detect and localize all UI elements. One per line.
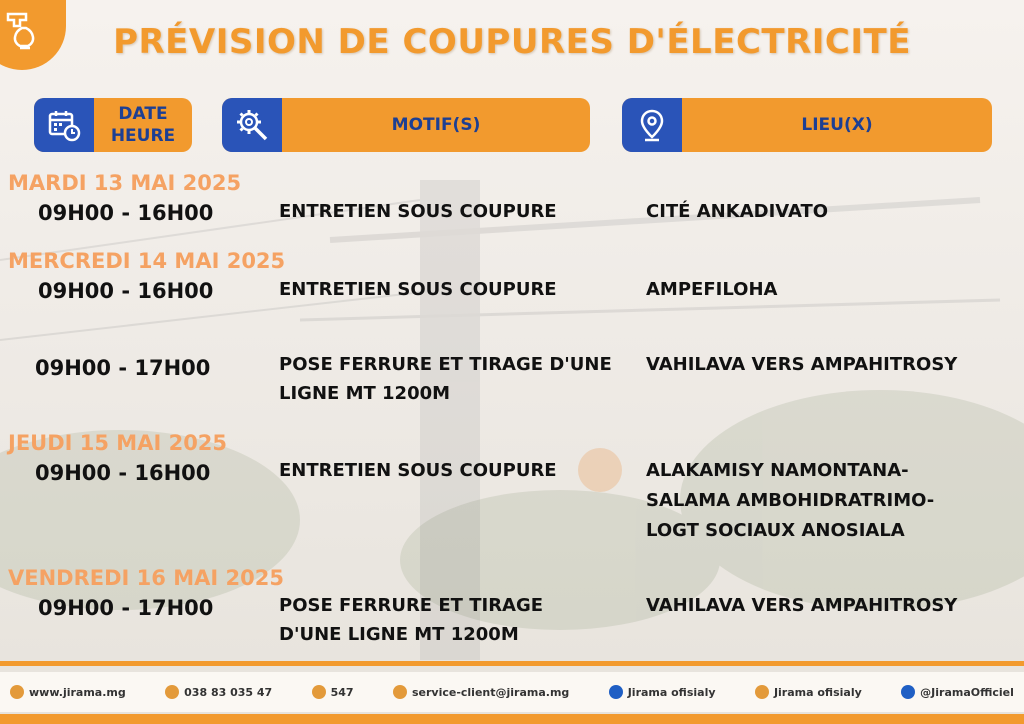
footer-email[interactable]: service-client@jirama.mg bbox=[393, 685, 569, 699]
entry-motif: ENTRETIEN SOUS COUPURE bbox=[279, 201, 557, 222]
header-motif-label: MOTIF(S) bbox=[391, 115, 481, 135]
entry-time: 09H00 - 17H00 bbox=[35, 356, 211, 380]
day-date: VENDREDI 16 MAI 2025 bbox=[8, 566, 284, 590]
twitter-icon bbox=[901, 685, 915, 699]
footer-facebook[interactable]: Jirama ofisialy bbox=[609, 685, 716, 699]
phone-icon bbox=[165, 685, 179, 699]
entry-motif: POSE FERRURE ET TIRAGE D'UNE LIGNE MT 1200M bbox=[279, 595, 544, 645]
entry-time: 09H00 - 16H00 bbox=[35, 461, 211, 485]
day-date: MERCREDI 14 MAI 2025 bbox=[8, 249, 286, 273]
footer-contacts bbox=[0, 672, 1024, 712]
entry-motif: ENTRETIEN SOUS COUPURE bbox=[279, 460, 557, 481]
entry-time: 09H00 - 16H00 bbox=[38, 279, 214, 303]
header-lieu bbox=[622, 98, 992, 152]
footer-top-stripe bbox=[0, 661, 1024, 666]
entry-lieu: AMPEFILOHA bbox=[646, 279, 778, 300]
footer-short-number[interactable]: 547 bbox=[312, 685, 354, 699]
entry-motif: ENTRETIEN SOUS COUPURE bbox=[279, 279, 557, 300]
location-pin-icon bbox=[622, 98, 682, 152]
footer-phone[interactable]: 038 83 035 47 bbox=[165, 685, 272, 699]
page-title: PRÉVISION DE COUPURES D'ÉLECTRICITÉ bbox=[113, 22, 911, 62]
header-lieu-label: LIEU(X) bbox=[801, 115, 873, 135]
facebook-icon bbox=[609, 685, 623, 699]
entry-lieu: CITÉ ANKADIVATO bbox=[646, 201, 829, 222]
header-date-line2: HEURE bbox=[110, 126, 176, 146]
calendar-clock-icon bbox=[34, 98, 94, 152]
header-date-heure bbox=[34, 98, 192, 152]
globe-icon bbox=[10, 685, 24, 699]
header-date-label bbox=[94, 98, 192, 152]
instagram-icon bbox=[755, 685, 769, 699]
entry-lieu: ALAKAMISY NAMONTANA-SALAMA AMBOHIDRATRIMO-LOGT SOCIAUX ANOSIALA bbox=[646, 460, 935, 541]
gear-wrench-icon bbox=[222, 98, 282, 152]
entry-motif: POSE FERRURE ET TIRAGE D'UNE LIGNE MT 1200M bbox=[279, 354, 612, 404]
header-motif bbox=[222, 98, 590, 152]
day-date: MARDI 13 MAI 2025 bbox=[8, 171, 242, 195]
entry-time: 09H00 - 16H00 bbox=[38, 201, 214, 225]
at-icon bbox=[393, 685, 407, 699]
entry-time: 09H00 - 17H00 bbox=[38, 596, 214, 620]
entry-lieu: VAHILAVA VERS AMPAHITROSY bbox=[646, 354, 958, 375]
footer-bottom-stripe bbox=[0, 714, 1024, 724]
header-date-line1: DATE bbox=[118, 104, 168, 124]
footer-instagram[interactable]: Jirama ofisialy bbox=[755, 685, 862, 699]
footer-twitter[interactable]: @JiramaOfficiel bbox=[901, 685, 1014, 699]
day-date: JEUDI 15 MAI 2025 bbox=[8, 431, 228, 455]
footer-website[interactable]: www.jirama.mg bbox=[10, 685, 126, 699]
entry-lieu: VAHILAVA VERS AMPAHITROSY bbox=[646, 595, 958, 616]
headset-icon bbox=[312, 685, 326, 699]
